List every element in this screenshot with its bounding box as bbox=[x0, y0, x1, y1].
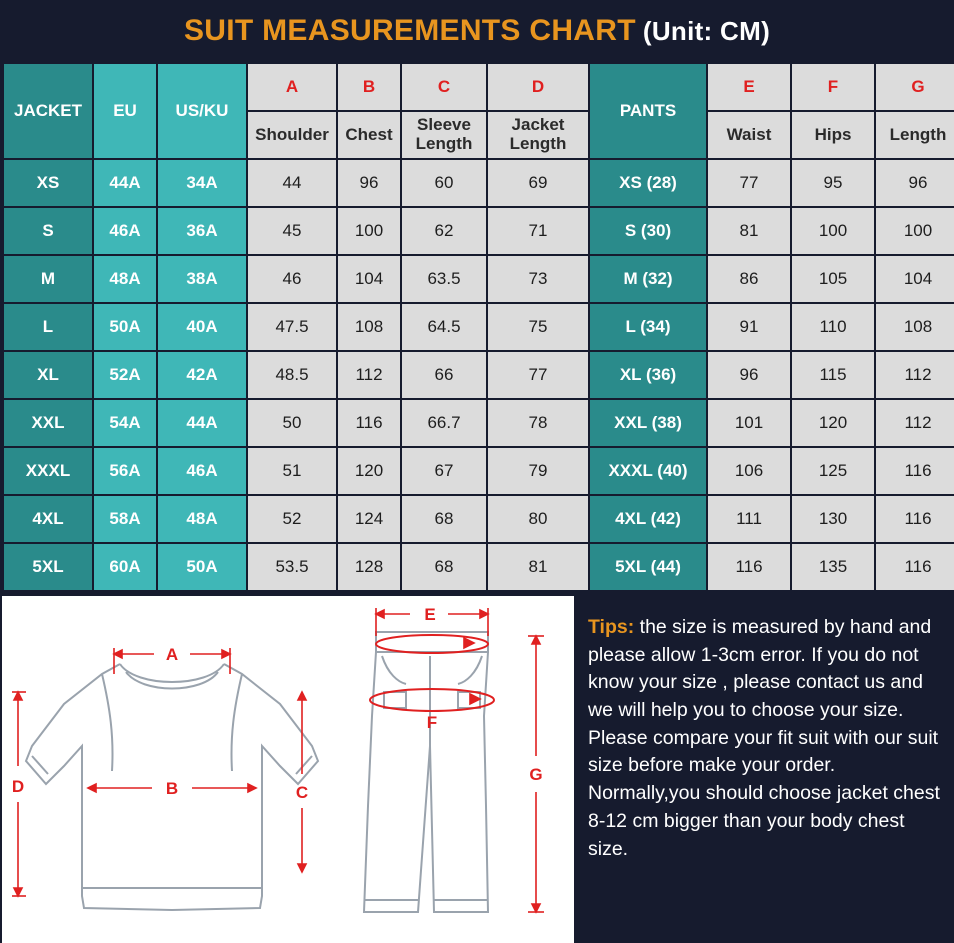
header-letter-d: D bbox=[488, 64, 588, 110]
cell-pants-size: M (32) bbox=[590, 256, 706, 302]
cell-jacket-size: S bbox=[4, 208, 92, 254]
table-row bbox=[4, 208, 954, 254]
jacket-label-a: A bbox=[165, 645, 179, 664]
cell-sleeve: 64.5 bbox=[402, 304, 486, 350]
cell-jacket-length: 75 bbox=[488, 304, 588, 350]
cell-usku: 38A bbox=[158, 256, 246, 302]
cell-usku: 40A bbox=[158, 304, 246, 350]
cell-chest: 116 bbox=[338, 400, 400, 446]
cell-hips: 115 bbox=[792, 352, 874, 398]
cell-eu: 52A bbox=[94, 352, 156, 398]
tips-panel bbox=[574, 596, 952, 943]
cell-usku: 50A bbox=[158, 544, 246, 590]
page-title bbox=[0, 0, 954, 62]
cell-chest: 124 bbox=[338, 496, 400, 542]
cell-jacket-length: 71 bbox=[488, 208, 588, 254]
cell-eu: 48A bbox=[94, 256, 156, 302]
cell-length: 104 bbox=[876, 256, 954, 302]
header-letter-g: G bbox=[876, 64, 954, 110]
cell-eu: 46A bbox=[94, 208, 156, 254]
table-row bbox=[4, 160, 954, 206]
cell-sleeve: 63.5 bbox=[402, 256, 486, 302]
title-text: SUIT MEASUREMENTS CHART bbox=[183, 14, 636, 47]
cell-sleeve: 68 bbox=[402, 544, 486, 590]
cell-pants-size: 4XL (42) bbox=[590, 496, 706, 542]
cell-length: 100 bbox=[876, 208, 954, 254]
cell-jacket-length: 69 bbox=[488, 160, 588, 206]
cell-length: 112 bbox=[876, 352, 954, 398]
table-row bbox=[4, 400, 954, 446]
header-jacket: JACKET bbox=[4, 64, 92, 158]
cell-jacket-size: XXL bbox=[4, 400, 92, 446]
cell-eu: 54A bbox=[94, 400, 156, 446]
jacket-label-d: D bbox=[11, 777, 25, 796]
table-row bbox=[4, 448, 954, 494]
header-sleeve-length: Sleeve Length bbox=[402, 112, 486, 158]
table-row bbox=[4, 352, 954, 398]
cell-waist: 116 bbox=[708, 544, 790, 590]
cell-usku: 42A bbox=[158, 352, 246, 398]
cell-waist: 106 bbox=[708, 448, 790, 494]
header-length: Length bbox=[876, 112, 954, 158]
cell-usku: 34A bbox=[158, 160, 246, 206]
cell-eu: 56A bbox=[94, 448, 156, 494]
cell-shoulder: 50 bbox=[248, 400, 336, 446]
cell-jacket-length: 73 bbox=[488, 256, 588, 302]
header-letter-c: C bbox=[402, 64, 486, 110]
table-row bbox=[4, 256, 954, 302]
table-body bbox=[4, 160, 954, 590]
cell-chest: 120 bbox=[338, 448, 400, 494]
title-unit: (Unit: CM) bbox=[642, 15, 771, 46]
cell-shoulder: 46 bbox=[248, 256, 336, 302]
cell-waist: 77 bbox=[708, 160, 790, 206]
cell-jacket-size: XL bbox=[4, 352, 92, 398]
pants-diagram bbox=[342, 596, 574, 943]
header-letter-f: F bbox=[792, 64, 874, 110]
jacket-label-b: B bbox=[165, 779, 179, 798]
table-header bbox=[4, 64, 954, 158]
jacket-label-c: C bbox=[295, 783, 309, 802]
cell-hips: 110 bbox=[792, 304, 874, 350]
table-row bbox=[4, 304, 954, 350]
cell-chest: 112 bbox=[338, 352, 400, 398]
pants-label-g: G bbox=[529, 765, 543, 784]
cell-shoulder: 47.5 bbox=[248, 304, 336, 350]
cell-waist: 81 bbox=[708, 208, 790, 254]
cell-jacket-size: XS bbox=[4, 160, 92, 206]
cell-waist: 91 bbox=[708, 304, 790, 350]
cell-pants-size: S (30) bbox=[590, 208, 706, 254]
header-letter-b: B bbox=[338, 64, 400, 110]
cell-jacket-length: 79 bbox=[488, 448, 588, 494]
jacket-diagram bbox=[2, 596, 342, 943]
cell-sleeve: 66.7 bbox=[402, 400, 486, 446]
cell-waist: 101 bbox=[708, 400, 790, 446]
cell-jacket-size: 5XL bbox=[4, 544, 92, 590]
header-hips: Hips bbox=[792, 112, 874, 158]
cell-usku: 36A bbox=[158, 208, 246, 254]
header-jacket-length: Jacket Length bbox=[488, 112, 588, 158]
cell-jacket-size: 4XL bbox=[4, 496, 92, 542]
cell-pants-size: XXL (38) bbox=[590, 400, 706, 446]
cell-shoulder: 44 bbox=[248, 160, 336, 206]
cell-length: 116 bbox=[876, 448, 954, 494]
cell-chest: 104 bbox=[338, 256, 400, 302]
cell-jacket-size: M bbox=[4, 256, 92, 302]
cell-jacket-length: 78 bbox=[488, 400, 588, 446]
tips-text: the size is measured by hand and please allow 1-3cm error. If you do not know your size , please contact us and we will help you to choose your size. Please compare your fit suit with our suit size before make your order. Normally,you should choose jacket chest 8-12 cm bigger than your body chest size. bbox=[588, 616, 940, 860]
header-letter-e: E bbox=[708, 64, 790, 110]
cell-shoulder: 48.5 bbox=[248, 352, 336, 398]
cell-pants-size: XL (36) bbox=[590, 352, 706, 398]
pants-label-f: F bbox=[426, 713, 438, 732]
cell-jacket-length: 77 bbox=[488, 352, 588, 398]
cell-hips: 135 bbox=[792, 544, 874, 590]
cell-jacket-length: 80 bbox=[488, 496, 588, 542]
cell-jacket-length: 81 bbox=[488, 544, 588, 590]
header-letter-a: A bbox=[248, 64, 336, 110]
cell-length: 116 bbox=[876, 496, 954, 542]
cell-chest: 100 bbox=[338, 208, 400, 254]
bottom-panel bbox=[2, 596, 952, 943]
cell-waist: 111 bbox=[708, 496, 790, 542]
cell-chest: 96 bbox=[338, 160, 400, 206]
header-shoulder: Shoulder bbox=[248, 112, 336, 158]
cell-hips: 125 bbox=[792, 448, 874, 494]
cell-waist: 86 bbox=[708, 256, 790, 302]
header-pants: PANTS bbox=[590, 64, 706, 158]
cell-usku: 46A bbox=[158, 448, 246, 494]
cell-length: 96 bbox=[876, 160, 954, 206]
cell-sleeve: 67 bbox=[402, 448, 486, 494]
cell-hips: 100 bbox=[792, 208, 874, 254]
cell-pants-size: XXXL (40) bbox=[590, 448, 706, 494]
tips-label: Tips: bbox=[588, 616, 635, 638]
measurements-table bbox=[2, 62, 954, 592]
header-eu: EU bbox=[94, 64, 156, 158]
cell-eu: 44A bbox=[94, 160, 156, 206]
cell-shoulder: 52 bbox=[248, 496, 336, 542]
cell-eu: 58A bbox=[94, 496, 156, 542]
cell-shoulder: 45 bbox=[248, 208, 336, 254]
table-row bbox=[4, 496, 954, 542]
cell-pants-size: L (34) bbox=[590, 304, 706, 350]
cell-hips: 105 bbox=[792, 256, 874, 302]
cell-length: 112 bbox=[876, 400, 954, 446]
cell-waist: 96 bbox=[708, 352, 790, 398]
cell-hips: 95 bbox=[792, 160, 874, 206]
cell-pants-size: 5XL (44) bbox=[590, 544, 706, 590]
header-waist: Waist bbox=[708, 112, 790, 158]
header-row-letters bbox=[4, 64, 954, 110]
header-chest: Chest bbox=[338, 112, 400, 158]
cell-usku: 44A bbox=[158, 400, 246, 446]
cell-eu: 50A bbox=[94, 304, 156, 350]
cell-sleeve: 62 bbox=[402, 208, 486, 254]
cell-chest: 108 bbox=[338, 304, 400, 350]
cell-pants-size: XS (28) bbox=[590, 160, 706, 206]
cell-sleeve: 60 bbox=[402, 160, 486, 206]
cell-shoulder: 53.5 bbox=[248, 544, 336, 590]
cell-sleeve: 68 bbox=[402, 496, 486, 542]
cell-eu: 60A bbox=[94, 544, 156, 590]
pants-label-e: E bbox=[424, 605, 436, 624]
cell-jacket-size: L bbox=[4, 304, 92, 350]
cell-chest: 128 bbox=[338, 544, 400, 590]
cell-length: 116 bbox=[876, 544, 954, 590]
cell-jacket-size: XXXL bbox=[4, 448, 92, 494]
cell-usku: 48A bbox=[158, 496, 246, 542]
diagram-panel bbox=[2, 596, 574, 943]
cell-shoulder: 51 bbox=[248, 448, 336, 494]
cell-sleeve: 66 bbox=[402, 352, 486, 398]
cell-hips: 120 bbox=[792, 400, 874, 446]
cell-length: 108 bbox=[876, 304, 954, 350]
cell-hips: 130 bbox=[792, 496, 874, 542]
header-usku: US/KU bbox=[158, 64, 246, 158]
table-row bbox=[4, 544, 954, 590]
